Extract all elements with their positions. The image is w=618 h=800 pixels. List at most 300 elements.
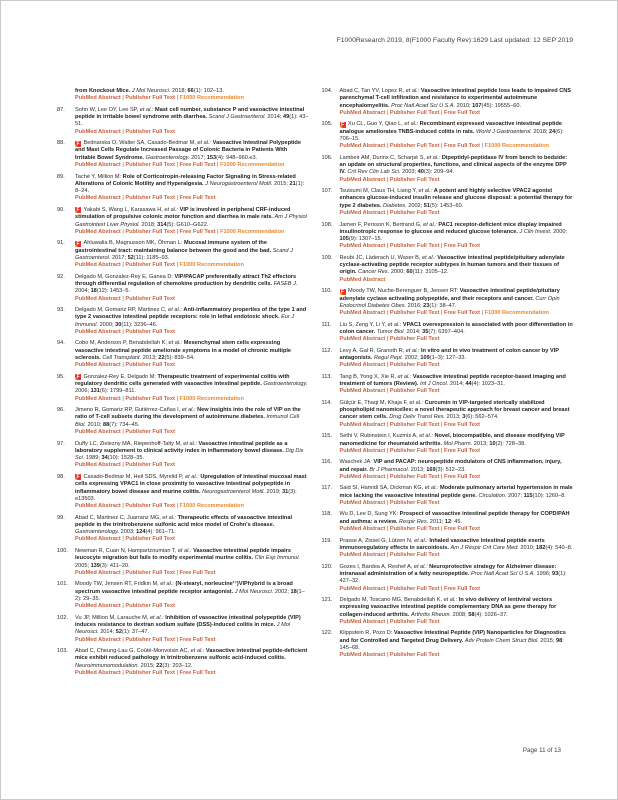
reference-item — [57, 207, 309, 236]
reference-item — [57, 441, 309, 470]
reference-number: 102. — [57, 614, 68, 621]
reference-link[interactable]: PubMed Abstract — [75, 128, 121, 135]
reference-link[interactable]: PubMed Abstract — [339, 143, 386, 150]
reference-link[interactable]: PubMed Abstract — [75, 569, 121, 576]
reference-authors: Newman R, Cuan N, Hampartzoumian T, — [75, 547, 178, 554]
reference-link[interactable]: Publisher Full Text — [389, 447, 440, 454]
reference-number: 90. — [57, 206, 65, 213]
reference-link[interactable]: Publisher Full Text — [125, 295, 175, 302]
reference-link[interactable]: PubMed Abstract — [75, 162, 121, 169]
reference-link[interactable]: Free Full Text — [444, 473, 480, 480]
reference-link[interactable]: Publisher Full Text — [125, 362, 175, 369]
reference-link[interactable]: PubMed Abstract — [75, 328, 121, 335]
f1000-recommended-icon: F — [340, 121, 345, 128]
reference-authors: Duffy LC, Zielezny MA, Riepenhoff-Talty M, — [75, 440, 184, 447]
reference-link[interactable]: PubMed Abstract — [339, 243, 386, 250]
reference-title: Vasoactive intestinal peptide loss leads to impaired CNS parenchymal T-cell infiltration and resistance to experimental autoimmune encephalomyelitis. — [339, 88, 572, 109]
reference-year: 2014; — [449, 381, 466, 388]
reference-volume: 52 — [115, 629, 122, 636]
reference-link[interactable]: PubMed Abstract — [75, 295, 121, 302]
reference-link[interactable]: Publisher Full Text — [389, 109, 440, 116]
reference-title: Therapeutic effects of vasoactive intestinal peptide in the trinitrobenzene sulfonic acid mice model of Crohn's disease. — [75, 514, 293, 528]
f1000-recommendation-link[interactable]: F1000 Recommendation — [179, 395, 244, 402]
reference-authors: Delgado M, Gomariz RP, Martinez C, — [75, 307, 169, 314]
reference-journal: Drug Deliv Transl Res. — [389, 414, 447, 421]
reference-link[interactable]: Publisher Full Text — [125, 636, 175, 643]
reference-link[interactable]: PubMed Abstract — [75, 603, 121, 610]
reference-number: 103. — [57, 648, 68, 655]
reference-link[interactable]: PubMed Abstract — [339, 652, 386, 659]
reference-link[interactable]: PubMed Abstract — [75, 228, 121, 235]
reference-title: VIP is involved in peripheral CRF-induced stimulation of propulsive colonic motor function and diarrhea in male rats. — [75, 206, 291, 221]
reference-link[interactable]: Free Full Text — [444, 109, 480, 116]
reference-link[interactable]: Free Full Text — [444, 421, 480, 428]
link-separator: | — [174, 503, 180, 510]
link-separator: | — [120, 295, 126, 302]
reference-item — [322, 400, 574, 429]
reference-etal: et al.: — [185, 473, 201, 480]
link-separator: | — [120, 162, 126, 169]
reference-year: 2011; — [429, 518, 445, 525]
reference-link[interactable]: Free Full Text — [179, 195, 216, 202]
reference-link[interactable]: Publisher Full Text — [125, 162, 175, 169]
reference-link[interactable]: Publisher Full Text — [125, 429, 175, 436]
reference-journal: Curr Opin Endocrinol Diabetes Obes. — [339, 295, 560, 309]
reference-link[interactable]: Free Full Text — [444, 243, 480, 250]
reference-number: 91. — [57, 240, 65, 247]
reference-volume: 60 — [406, 269, 413, 276]
reference-etal: et al.: — [414, 537, 430, 544]
reference-volume: 105 — [339, 236, 349, 243]
reference-body — [75, 207, 309, 236]
link-separator: | — [385, 388, 390, 395]
reference-journal: Adv Protein Chem Struct Biol. — [464, 637, 541, 644]
reference-link[interactable]: PubMed Abstract — [339, 585, 386, 592]
reference-number: 87. — [57, 106, 65, 113]
reference-item — [57, 648, 309, 677]
reference-link[interactable]: PubMed Abstract — [339, 362, 386, 369]
link-separator: | — [480, 143, 485, 150]
reference-link[interactable]: Publisher Full Text — [389, 243, 440, 250]
reference-pages: (4): 961–71. — [145, 529, 176, 536]
reference-year: 2006; — [75, 388, 91, 395]
reference-etal: et al.: — [181, 407, 198, 414]
reference-pages: (11): 1185–93. — [133, 254, 170, 261]
reference-title: Novel, biocompatible, and disease modifying VIP nanomedicine for rheumatoid arthritis. — [339, 433, 565, 447]
reference-etal: et al.: — [164, 206, 180, 213]
reference-link[interactable]: PubMed Abstract — [75, 195, 121, 202]
reference-journal: Gastroenterology. — [145, 154, 192, 161]
reference-number: 94. — [57, 340, 65, 347]
reference-link[interactable]: PubMed Abstract — [339, 336, 386, 343]
reference-links — [75, 603, 309, 610]
reference-pages: (10): 1260–8. — [532, 492, 566, 499]
reference-body — [340, 485, 574, 507]
link-separator: | — [385, 552, 390, 559]
link-separator: | — [385, 526, 390, 533]
reference-journal: J Mol Neurosci. — [75, 622, 291, 636]
reference-link[interactable]: Publisher Full Text — [125, 669, 175, 676]
reference-link[interactable]: PubMed Abstract — [339, 447, 386, 454]
reference-body — [75, 340, 309, 369]
link-separator: | — [439, 447, 445, 454]
reference-title: Neuroprotective strategy for Alzheimer disease: intranasal administration of a fatty neuropeptide. — [339, 563, 557, 577]
reference-links — [75, 570, 309, 577]
reference-pages: (9): 1307–15. — [348, 236, 383, 243]
reference-link[interactable]: Publisher Full Text — [125, 195, 175, 202]
reference-links — [75, 195, 309, 202]
link-separator: | — [439, 310, 445, 317]
reference-item — [57, 240, 309, 269]
reference-item — [322, 188, 574, 217]
link-separator: | — [120, 128, 126, 135]
reference-title: VIP/PACAP preferentially attract Th2 effectors through differential regulation of chemokine production by dendritic cells. — [75, 273, 297, 287]
reference-links — [75, 162, 309, 169]
reference-pages: (1–3): 127–33. — [429, 355, 467, 361]
reference-link[interactable]: PubMed Abstract — [339, 473, 386, 480]
reference-volume: 115 — [523, 492, 533, 499]
reference-volume: 23 — [423, 302, 430, 309]
reference-title: A potent and highly selective VPAC2 agonist enhances glucose-induced insulin release and glucose disposal: a potential therapy for type 2 diabetes. — [339, 188, 573, 209]
reference-year: 2005; — [75, 562, 91, 569]
reference-body — [340, 288, 574, 317]
reference-etal: et al.: — [409, 399, 425, 406]
link-separator: | — [120, 228, 126, 235]
reference-link[interactable]: Publisher Full Text — [125, 503, 175, 510]
reference-year: 2003; — [402, 169, 418, 176]
f1000-recommendation-link[interactable]: F1000 Recommendation — [484, 143, 549, 150]
reference-authors: Prasse A, Zissel G, Lützen N, — [339, 537, 415, 544]
reference-etal: et al.: — [183, 440, 199, 447]
reference-link[interactable]: Publisher Full Text — [389, 618, 440, 625]
link-separator: | — [120, 429, 126, 436]
reference-links — [340, 336, 574, 343]
reference-item — [322, 255, 574, 284]
f1000-recommendation-link[interactable]: F1000 Recommendation — [179, 95, 244, 102]
reference-title: Therapeutic treatment of experimental colitis with regulatory dendritic cells generated with vasoactive intestinal peptide. — [75, 373, 290, 388]
reference-links — [340, 652, 574, 659]
reference-link[interactable]: PubMed Abstract — [339, 552, 386, 559]
link-separator: | — [174, 669, 180, 676]
reference-pages: (1): 38–47. — [429, 302, 457, 309]
reference-link[interactable]: PubMed Abstract — [339, 421, 386, 428]
reference-link[interactable]: Publisher Full Text — [125, 128, 175, 135]
reference-links — [340, 422, 574, 429]
reference-title: Curcumin in VIP-targeted sterically stabilized phospholipid nanomicelles: a novel therapeutic approach for breast cancer and breast cancer stem cells. — [339, 399, 570, 421]
reference-link[interactable]: PubMed Abstract — [339, 210, 386, 217]
reference-links — [340, 586, 574, 593]
reference-link[interactable]: Publisher Full Text — [389, 652, 440, 659]
reference-item — [322, 374, 574, 396]
reference-link[interactable]: Publisher Full Text — [389, 388, 440, 395]
link-separator: | — [385, 585, 390, 592]
reference-number: 107. — [321, 188, 333, 195]
reference-year: 2015; — [140, 662, 157, 669]
reference-body — [340, 597, 574, 626]
link-separator: | — [439, 473, 445, 480]
reference-authors: Klippstein R, Pozo D: — [339, 630, 394, 637]
reference-year: 2000; — [390, 269, 407, 276]
reference-links — [340, 243, 574, 250]
reference-link[interactable]: Publisher Full Text — [125, 603, 175, 610]
reference-link[interactable]: Publisher Full Text — [389, 310, 440, 317]
reference-link[interactable]: Publisher Full Text — [389, 526, 440, 533]
reference-link[interactable]: Publisher Full Text — [125, 395, 175, 402]
reference-link[interactable]: Free Full Text — [444, 526, 480, 533]
link-separator: | — [174, 195, 180, 202]
reference-year: 2013; — [410, 466, 427, 473]
link-separator: | — [174, 262, 180, 269]
reference-link[interactable]: Publisher Full Text — [389, 143, 440, 150]
reference-link[interactable]: Publisher Full Text — [125, 95, 175, 102]
reference-authors: Yakabi S, Wang L, Karasawa H, — [83, 206, 165, 213]
reference-volume: 18 — [290, 588, 297, 595]
reference-body — [75, 581, 309, 610]
reference-title: Vasoactive intestinal peptide/pituitary adenylate cyclase-activating peptide receptor subtypes in human tumors and their tissues of origin. — [339, 254, 565, 276]
reference-pages: (4): 540–8. — [545, 544, 573, 551]
reference-item — [322, 485, 574, 507]
reference-links — [75, 329, 309, 336]
reference-item — [57, 174, 309, 203]
f1000-recommendation-link[interactable]: F1000 Recommendation — [220, 162, 285, 169]
reference-link[interactable]: PubMed Abstract — [75, 429, 121, 436]
reference-journal: J Mol Neurosci. — [234, 588, 275, 595]
f1000-recommendation-link[interactable]: F1000 Recommendation — [484, 310, 549, 317]
reference-links — [75, 129, 309, 136]
reference-year: 2010; — [520, 544, 536, 551]
reference-link[interactable]: PubMed Abstract — [339, 618, 386, 625]
reference-year: 2002; — [404, 355, 421, 361]
link-separator: | — [174, 395, 180, 402]
reference-number: 110. — [321, 288, 332, 295]
reference-volume: 44 — [465, 381, 472, 388]
reference-links — [75, 95, 309, 102]
reference-number: 97. — [57, 440, 65, 447]
reference-links — [75, 296, 309, 303]
reference-body — [340, 630, 574, 659]
reference-body — [75, 240, 309, 269]
reference-links — [340, 619, 574, 626]
reference-item — [322, 288, 574, 317]
reference-link[interactable]: Free Full Text — [444, 447, 480, 454]
reference-number: 120. — [321, 563, 333, 570]
reference-link[interactable]: PubMed Abstract — [75, 669, 121, 676]
reference-year: 2014; — [406, 328, 423, 335]
reference-title: In vitro and in vivo treatment of colon cancer by VIP antagonists. — [339, 347, 559, 361]
reference-link[interactable]: Free Full Text — [179, 228, 216, 235]
reference-volume: 131 — [90, 388, 100, 395]
reference-link[interactable]: Free Full Text — [444, 310, 480, 317]
reference-link[interactable]: Publisher Full Text — [389, 336, 440, 343]
reference-number: 89. — [57, 173, 65, 180]
reference-body — [340, 459, 574, 481]
reference-link[interactable]: Free Full Text — [179, 636, 216, 643]
reference-item — [322, 88, 574, 117]
reference-number: 100. — [57, 547, 68, 554]
reference-authors: Tsutsumi M, Claus TH, Liang Y, — [339, 188, 419, 195]
reference-link[interactable]: Free Full Text — [444, 143, 480, 150]
reference-link[interactable]: PubMed Abstract — [75, 262, 121, 269]
link-separator: | — [120, 395, 126, 402]
reference-link[interactable]: Publisher Full Text — [389, 499, 440, 506]
reference-link[interactable]: Publisher Full Text — [125, 328, 175, 335]
reference-link[interactable]: PubMed Abstract — [339, 176, 386, 183]
reference-link[interactable]: Publisher Full Text — [125, 262, 175, 269]
link-separator: | — [439, 421, 445, 428]
link-separator: | — [174, 228, 180, 235]
reference-pages: (3): 209–94. — [423, 169, 455, 176]
reference-year: 2000; — [99, 321, 116, 328]
reference-year: 2002; — [274, 588, 291, 595]
reference-link[interactable]: Publisher Full Text — [389, 176, 440, 183]
reference-title: Vasoactive intestinal peptide impairs leucocyte migration but fails to modify experimental murine colitis. — [75, 547, 291, 562]
reference-link[interactable]: PubMed Abstract — [339, 310, 386, 317]
reference-link[interactable]: PubMed Abstract — [75, 462, 121, 469]
reference-item — [57, 581, 309, 610]
reference-year: 2013; — [142, 355, 159, 361]
reference-link[interactable]: Publisher Full Text — [389, 421, 440, 428]
link-separator: | — [120, 569, 126, 576]
reference-pages: (10): 1528–35. — [107, 455, 145, 462]
reference-link[interactable]: PubMed Abstract — [339, 499, 386, 506]
reference-etal: et al.: — [162, 514, 178, 521]
reference-volume: 51 — [423, 202, 431, 209]
reference-year: 2013; — [473, 440, 490, 447]
reference-title: VPAC1 overexpression is associated with poor differentiation in colon cancer. — [339, 321, 573, 335]
reference-year: 2000; — [553, 228, 568, 235]
reference-journal: Immunol Cell Biol. — [75, 414, 300, 428]
reference-link[interactable]: Publisher Full Text — [125, 569, 175, 576]
reference-body — [75, 515, 309, 544]
reference-body — [340, 155, 574, 184]
reference-link[interactable]: PubMed Abstract — [339, 276, 386, 283]
reference-links — [75, 429, 309, 436]
f1000-recommendation-link[interactable]: F1000 Recommendation — [220, 228, 285, 235]
reference-year: 2018; — [171, 88, 188, 94]
reference-link[interactable]: Free Full Text — [179, 162, 216, 169]
reference-etal: et al.: — [139, 106, 156, 113]
reference-links — [340, 177, 574, 184]
reference-year: 2004; — [75, 288, 91, 295]
link-separator: | — [385, 243, 390, 250]
f1000-recommended-icon: F — [76, 374, 80, 381]
reference-link[interactable]: Publisher Full Text — [125, 228, 175, 235]
reference-title: Vasoactive intestinal peptide receptor-based imaging and treatment of tumors (Review). — [339, 373, 566, 388]
reference-body — [340, 322, 574, 344]
reference-journal: Int J Oncol. — [420, 381, 450, 388]
reference-link[interactable]: PubMed Abstract — [339, 388, 386, 395]
reference-link[interactable]: PubMed Abstract — [339, 526, 386, 533]
reference-journal: J Clin Invest. — [519, 228, 554, 235]
reference-links — [340, 110, 574, 117]
reference-links — [340, 277, 574, 284]
reference-link[interactable]: PubMed Abstract — [75, 395, 121, 402]
link-separator: | — [385, 310, 390, 317]
reference-item — [57, 515, 309, 544]
reference-item — [322, 511, 574, 533]
reference-link[interactable]: PubMed Abstract — [75, 503, 121, 510]
reference-number: 92. — [57, 273, 65, 280]
reference-number: 106. — [321, 154, 333, 161]
reference-authors: Sethi V, Rubinstein I, Kuzmis A, — [339, 433, 420, 440]
reference-year: 2015; — [273, 180, 290, 187]
reference-title: Upregulation of intestinal mucosal mast cells expressing VPAC1 in close proximity to vasoactive intestinal polypeptide in inflammatory bowel disease and murine colitis. — [75, 473, 307, 495]
reference-body — [340, 400, 574, 429]
refs-column-right — [322, 88, 574, 681]
reference-links — [75, 362, 309, 369]
reference-link[interactable]: Free Full Text — [179, 569, 216, 576]
reference-title: Recombinant expressed vasoactive intestinal peptide analogue ameliorates TNBS-induced colitis in rats. — [339, 121, 563, 135]
reference-body — [340, 433, 574, 455]
reference-etal: et al.: — [160, 581, 176, 588]
reference-pages: (1–2): 29–35. — [75, 588, 305, 602]
reference-body — [75, 407, 309, 436]
reference-journal: Br J Pharmacol. — [369, 466, 411, 473]
reference-link[interactable]: Publisher Full Text — [125, 536, 175, 543]
reference-number: 117. — [321, 485, 332, 492]
reference-authors: Abad C, Tan YV, Lopez R, — [339, 88, 406, 94]
reference-etal: et al.: — [404, 121, 420, 128]
reference-body — [340, 511, 574, 533]
reference-number: 119. — [321, 537, 332, 544]
reference-link[interactable]: Publisher Full Text — [125, 462, 175, 469]
reference-link[interactable]: Publisher Full Text — [389, 585, 440, 592]
reference-pages: (11): 3105–12. — [412, 269, 449, 276]
reference-volume: 49 — [282, 114, 290, 121]
reference-authors: Gonzalez-Rey E, Delgado M: — [83, 373, 158, 380]
reference-year: 2017; — [191, 154, 207, 161]
reference-item — [322, 155, 574, 184]
reference-link[interactable]: Publisher Full Text — [389, 473, 440, 480]
reference-journal: Scand J Gastroenterol. — [208, 114, 268, 121]
reference-link[interactable]: PubMed Abstract — [339, 109, 386, 116]
reference-authors: Ahluwalia B, Magnusson MK, Öhman L: — [83, 240, 184, 247]
reference-year: 2008; — [452, 611, 469, 618]
reference-link[interactable]: PubMed Abstract — [75, 95, 121, 102]
reference-journal: J Mol Neurosci. — [131, 88, 172, 94]
reference-links — [340, 310, 574, 317]
reference-link[interactable]: Publisher Full Text — [389, 362, 440, 369]
reference-title: Mesenchymal stem cells expressing vasoactive intestinal peptide ameliorate symptoms in a model of chronic multiple sclerosis. — [75, 340, 292, 361]
f1000-recommendation-link[interactable]: F1000 Recommendation — [179, 262, 244, 269]
reference-number: 121. — [321, 597, 333, 603]
reference-journal: Cancer Res. — [358, 269, 391, 276]
reference-link[interactable]: Free Full Text — [179, 669, 216, 676]
reference-link[interactable]: PubMed Abstract — [75, 636, 121, 643]
link-separator: | — [174, 162, 180, 169]
link-separator: | — [385, 109, 390, 116]
reference-etal: et al.: — [422, 254, 438, 261]
reference-link[interactable]: PubMed Abstract — [75, 362, 121, 369]
reference-link[interactable]: PubMed Abstract — [75, 536, 121, 543]
reference-body — [75, 474, 309, 510]
reference-journal: Dig Dis Sci. — [75, 447, 304, 462]
reference-journal: FASEB J. — [273, 280, 298, 287]
reference-body — [75, 140, 309, 169]
reference-number: 101. — [57, 581, 68, 588]
f1000-recommended-icon: F — [76, 240, 80, 247]
reference-link[interactable]: Publisher Full Text — [389, 552, 440, 559]
f1000-recommendation-link[interactable]: F1000 Recommendation — [179, 503, 244, 510]
reference-link[interactable]: Publisher Full Text — [389, 210, 440, 217]
reference-etal: et al.: — [177, 547, 194, 554]
reference-link[interactable]: Free Full Text — [444, 585, 480, 592]
link-separator: | — [385, 143, 390, 150]
reference-year: 2010; — [87, 421, 103, 428]
page-number: Page 11 of 13 — [522, 747, 561, 754]
reference-authors: Abad C, Martinez C, Juarranz MG, — [75, 514, 163, 521]
link-separator: | — [120, 462, 126, 469]
